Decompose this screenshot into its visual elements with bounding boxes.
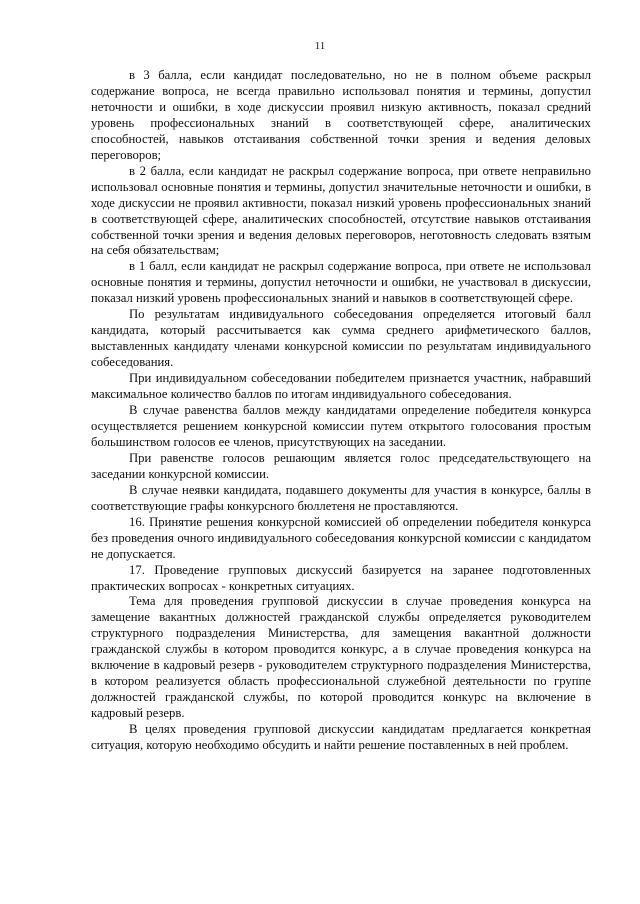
paragraph-2-points: в 2 балла, если кандидат не раскрыл содержание вопроса, при ответе неправильно использовал основные понятия и термины, допустил значительные неточности и ошибки, в ходе дискуссии не проявил активности, показал низкий уровень профессиональных знаний в соответствующей сфере, аналитических способностей, отсутствие навыков отстаивания собственной точки зрения и ведения деловых переговоров, неготовность следовать взятым на себя обязательствам; xyxy=(91,163,591,258)
paragraph-tie-vote: При равенстве голосов решающим является голос председательствующего на заседании конкурсной комиссии. xyxy=(91,450,591,481)
paragraph-clause-17: 17. Проведение групповых дискуссий базируется на заранее подготовленных практических вопросах - конкретных ситуациях. xyxy=(91,562,591,593)
paragraph-discussion-situation: В целях проведения групповой дискуссии кандидатам предлагается конкретная ситуация, которую необходимо обсудить и найти решение поставленных в ней проблем. xyxy=(91,722,591,753)
paragraph-discussion-topic: Тема для проведения групповой дискуссии в случае проведения конкурса на замещение вакантных должностей гражданской службы определяется руководителем структурного подразделения Министерства, для замещения вакантной должности гражданской службы в котором проводится конкурс, а в случае проведения конкурса на включение в кадровый резерв - руководителем структурного подразделения Министерства, в котором реализуется область профессиональной служебной деятельности по группе должностей гражданской службы, по которой проводится конкурс на включение в кадровый резерв. xyxy=(91,594,591,721)
paragraph-final-score: По результатам индивидуального собеседования определяется итоговый балл кандидата, который рассчитывается как сумма среднего арифметического баллов, выставленных кандидату членами конкурсной комиссии по результатам индивидуального собеседования. xyxy=(91,307,591,370)
paragraph-1-point: в 1 балл, если кандидат не раскрыл содержание вопроса, при ответе не использовал основные понятия и термины, допустил неточности и ошибки, не участвовал в дискуссии, показал низкий уровень профессиональных знаний и навыков в соответствующей сфере. xyxy=(91,259,591,306)
page-number: 11 xyxy=(314,40,326,52)
document-body xyxy=(91,68,591,754)
paragraph-3-points: в 3 балла, если кандидат последовательно, но не в полном объеме раскрыл содержание вопроса, не всегда правильно использовал понятия и термины, допустил неточности и ошибки, в ходе дискуссии проявил низкую активность, показал средний уровень профессиональных знаний в соответствующей сфере, аналитических способностей, навыков отстаивания собственной точки зрения и ведения деловых переговоров; xyxy=(91,68,591,162)
paragraph-tie-score: В случае равенства баллов между кандидатами определение победителя конкурса осуществляется решением конкурсной комиссии путем открытого голосования простым большинством голосов ее членов, присутствующих на заседании. xyxy=(91,403,591,449)
paragraph-winner: При индивидуальном собеседовании победителем признается участник, набравший максимальное количество баллов по итогам индивидуального собеседования. xyxy=(91,371,591,402)
paragraph-absence: В случае неявки кандидата, подавшего документы для участия в конкурсе, баллы в соответствующие графы конкурсного бюллетеня не проставляются. xyxy=(91,482,591,513)
paragraph-clause-16: 16. Принятие решения конкурсной комиссией об определении победителя конкурса без проведения очного индивидуального собеседования конкурсной комиссии с кандидатом не допускается. xyxy=(91,514,591,561)
